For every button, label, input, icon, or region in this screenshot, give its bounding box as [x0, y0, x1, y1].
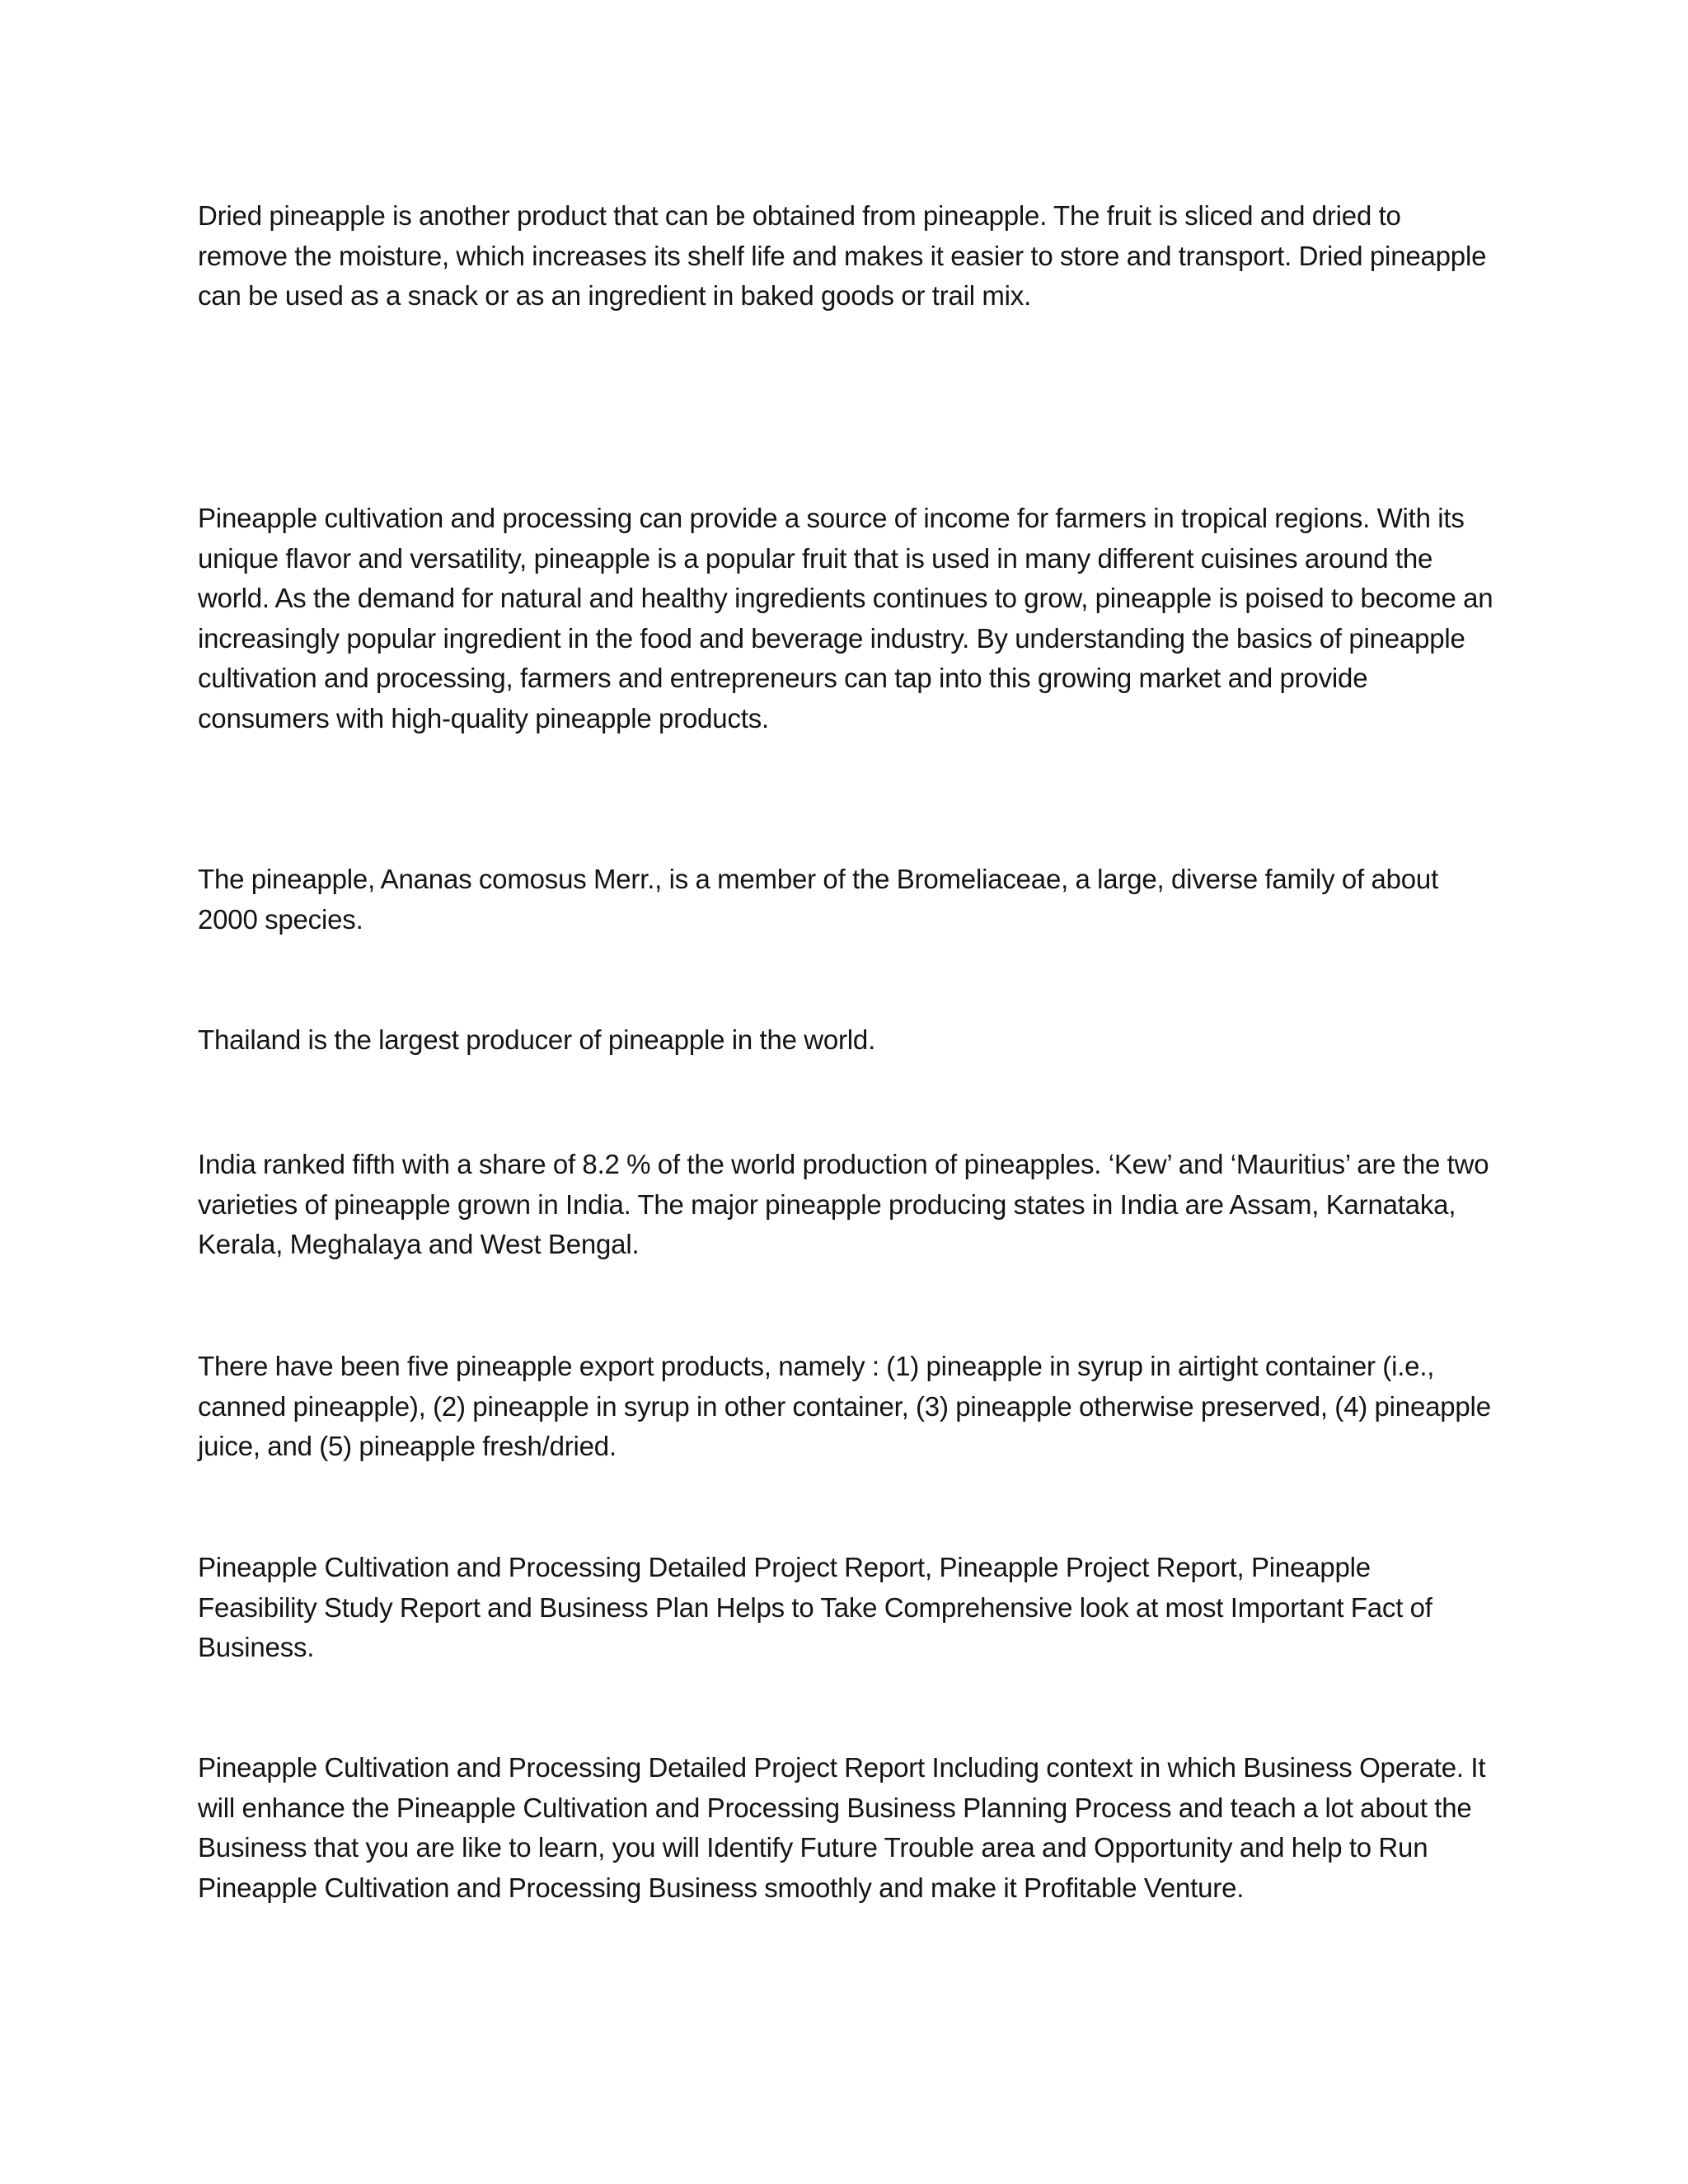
paragraph-income-source: Pineapple cultivation and processing can provide a source of income for farmers in tropical regions. With its unique flavor and versatility, pineapple is a popular fruit that is used in many different cuisines around the world. As the demand for natural and healthy ingredients continues to grow, pineapple is poised to become an increasingly popular ingredient in the food and beverage industry. By understanding the basics of pineapple cultivation and processing, farmers and entrepreneurs can tap into this growing market and provide consumers with high-quality pineapple products.	[198, 503, 1493, 733]
paragraph-export-products: There have been five pineapple export products, namely : (1) pineapple in syrup in airtight container (i.e., canned pineapple), (2) pineapple in syrup in other container, (3) pineapple otherwise preserved, (4) pineapple juice, and (5) pineapple fresh/dried.	[198, 1351, 1491, 1461]
paragraph-botany: The pineapple, Ananas comosus Merr., is a member of the Bromeliaceae, a large, diverse family of about 2000 species.	[198, 864, 1439, 935]
paragraph-dried-pineapple: Dried pineapple is another product that can be obtained from pineapple. The fruit is sliced and dried to remove the moisture, which increases its shelf life and makes it easier to store and transport. Dried pineapple can be used as a snack or as an ingredient in baked goods or trail mix.	[198, 200, 1487, 311]
paragraph-business-planning: Pineapple Cultivation and Processing Detailed Project Report Including context in which Business Operate. It will enhance the Pineapple Cultivation and Processing Business Planning Process and teach a lot about the Business that you are like to learn, you will Identify Future Trouble area and Opportunity and help to Run Pineapple Cultivation and Processing Business smoothly and make it Profitable Venture.	[198, 1752, 1486, 1903]
paragraph-largest-producer: Thailand is the largest producer of pineapple in the world.	[198, 1024, 876, 1055]
paragraph-india-production: India ranked fifth with a share of 8.2 % of the world production of pineapples. ‘Kew’ and ‘Mauritius’ are the two varieties of pineapple grown in India. The major pineapple producing states in India are Assam, Karnataka, Kerala, Meghalaya and West Bengal.	[198, 1149, 1489, 1259]
paragraph-project-report: Pineapple Cultivation and Processing Detailed Project Report, Pineapple Project Report, Pineapple Feasibility Study Report and Business Plan Helps to Take Comprehensive look at most Important Fact of Business.	[198, 1552, 1432, 1662]
